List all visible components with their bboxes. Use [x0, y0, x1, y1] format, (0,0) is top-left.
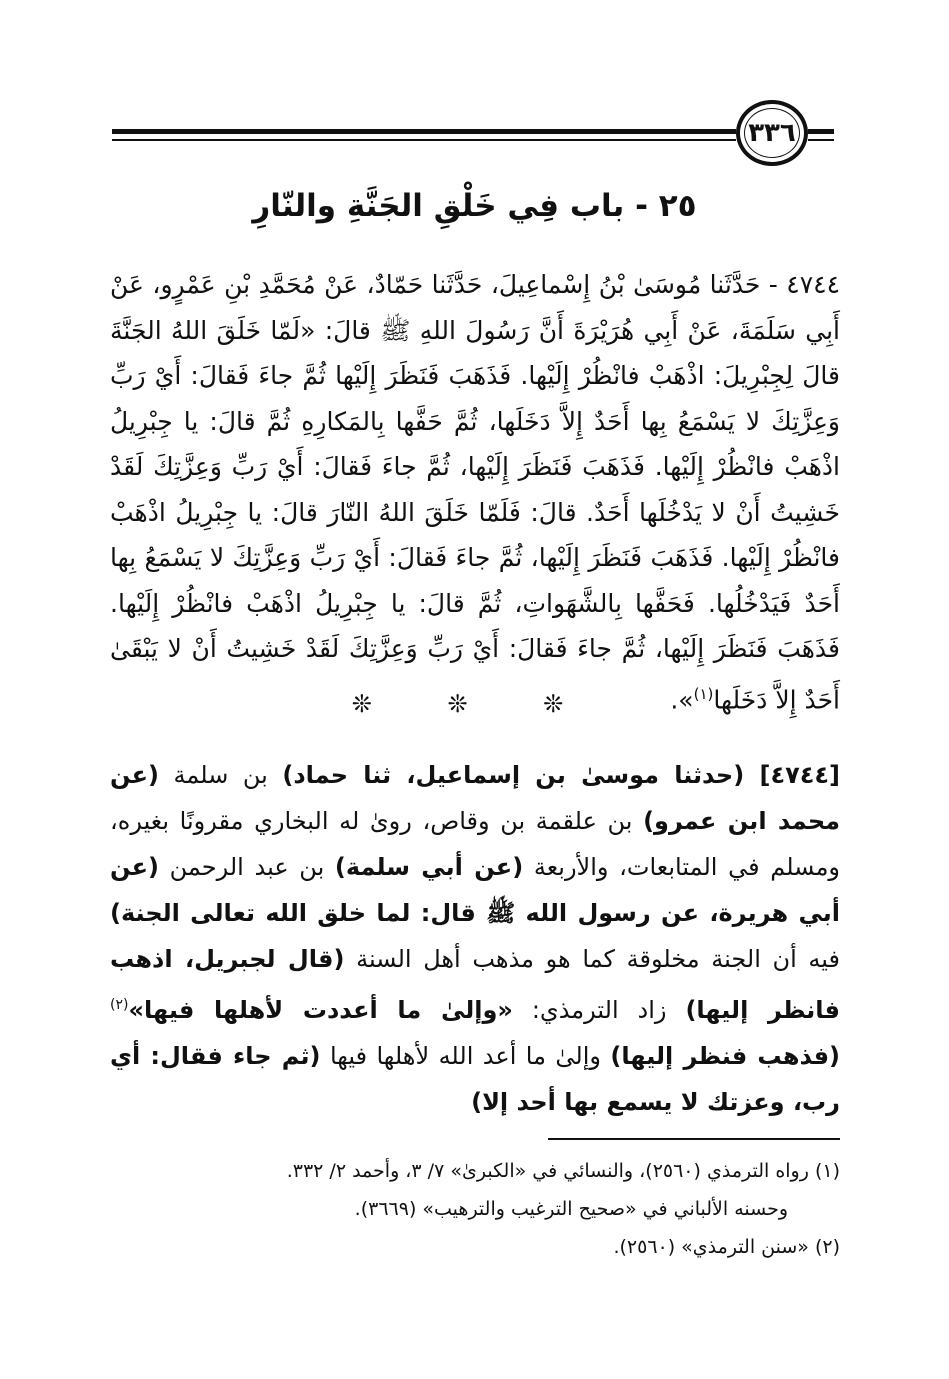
commentary-bold-13: (فذهب فنظر إليها) [610, 1042, 841, 1070]
hadith-end: ». [670, 684, 694, 714]
commentary-bold-3: (عن محمد ابن عمرو) [110, 761, 840, 835]
commentary-bold-5: (عن أبي سلمة) [334, 853, 524, 881]
commentary-bold-7: (عن أبي هريرة، عن رسول الله ﷺ قال: لما خلق الله تعالى الجنة) [110, 853, 840, 927]
commentary-bold-9: (قال لجبريل، اذهب فانظر إليها) [110, 945, 841, 1024]
footnote-1-continued: وحسنه الألباني في «صحيح الترغيب والترهيب» (٣٦٦٩). [354, 1198, 788, 1220]
commentary-bold-15: (ثم جاء فقال: أي رب، وعزتك لا يسمع بها أحد إلا) [110, 1042, 840, 1116]
header-rule-thin [112, 139, 736, 141]
footnote-separator [548, 1138, 840, 1140]
page-number: ٣٣٦ [748, 118, 796, 148]
header-rule-tail-thin [808, 139, 834, 141]
header-rule-thick [112, 129, 736, 134]
commentary-text-14: وإلىٰ ما أعد الله لأهلها فيها [320, 1042, 611, 1070]
chapter-title: ٢٥ - باب فِي خَلْقِ الجَنَّةِ والنّارِ [252, 188, 697, 224]
commentary-text-6: بن عبد الرحمن [158, 853, 335, 881]
hadith-number: ٤٧٤٤ [786, 270, 840, 299]
footnote-ref-1: (١) [693, 684, 714, 703]
commentary-bold-1: [٤٧٤٤] (حدثنا موسىٰ بن إسماعيل، ثنا حماد) [282, 761, 840, 789]
footnote-1: (١) رواه الترمذي (٢٥٦٠)، والنسائي في «الكبرىٰ» ٧/ ٣، وأحمد ٢/ ٣٣٢. [286, 1160, 840, 1182]
commentary-text-10: زاد الترمذي: [512, 996, 686, 1024]
commentary-text-4: بن علقمة بن وقاص، روىٰ له البخاري مقرونًا بغيره، ومسلم في المتابعات، والأربعة [110, 807, 841, 881]
commentary-text-2: بن سلمة [158, 761, 283, 789]
commentary-bold-11: «وإلىٰ ما أعددت لأهلها فيها» [128, 996, 513, 1024]
section-separator: ❊ ❊ ❊ [351, 690, 598, 718]
commentary-block [110, 752, 840, 1125]
hadith-text-block [110, 262, 840, 722]
commentary-text-8: فيه أن الجنة مخلوقة كما هو مذهب أهل السنة [344, 945, 841, 973]
header-rule-tail [808, 129, 834, 134]
page-number-badge [736, 100, 808, 166]
footnotes-block [110, 1152, 840, 1266]
hadith-body: - حَدَّثَنا مُوسَىٰ بْنُ إِسْماعِيلَ، حَدَّثَنا حَمّادٌ، عَنْ مُحَمَّدِ بْنِ عَمْرٍو، عَنْ أَبِي سَلَمَةَ، عَنْ أَبِي هُرَيْرَةَ أَنَّ رَسُولَ اللهِ ﷺ قالَ: «لَمّا خَلَقَ اللهُ الجَنَّةَ قالَ لِجِبْرِيلَ: اذْهَبْ فانْظُرْ إِلَيْها. فَذَهَبَ فَنَظَرَ إِلَيْها ثُمَّ جاءَ فَقالَ: أَيْ رَبِّ وَعِزَّتِكَ لا يَسْمَعُ بِها أَحَدٌ إِلاَّ دَخَلَها، ثُمَّ حَفَّها بِالمَكارِهِ ثُمَّ قالَ: يا جِبْرِيلُ اذْهَبْ فانْظُرْ إِلَيْها. فَذَهَبَ فَنَظَرَ إِلَيْها، ثُمَّ جاءَ فَقالَ: أَيْ رَبِّ وَعِزَّتِكَ لَقَدْ خَشِيتُ أَنْ لا يَدْخُلَها أَحَدٌ. قالَ: فَلَمّا خَلَقَ اللهُ النّارَ قالَ: يا جِبْرِيلُ اذْهَبْ فانْظُرْ إِلَيْها. فَذَهَبَ فَنَظَرَ إِلَيْها، ثُمَّ جاءَ فَقالَ: أَيْ رَبِّ وَعِزَّتِكَ لا يَسْمَعُ بِها أَحَدٌ فَيَدْخُلُها. فَحَفَّها بِالشَّهَواتِ، ثُمَّ قالَ: يا جِبْرِيلُ اذْهَبْ فانْظُرْ إِلَيْها. فَذَهَبَ فَنَظَرَ إِلَيْها، ثُمَّ جاءَ فَقالَ: أَيْ رَبِّ وَعِزَّتِكَ لَقَدْ خَشِيتُ أَنْ لا يَبْقَىٰ أَحَدٌ إِلاَّ دَخَلَها [110, 270, 840, 714]
footnote-ref-2: (٢) [110, 997, 129, 1013]
footnote-2: (٢) «سنن الترمذي» (٢٥٦٠). [613, 1236, 840, 1258]
